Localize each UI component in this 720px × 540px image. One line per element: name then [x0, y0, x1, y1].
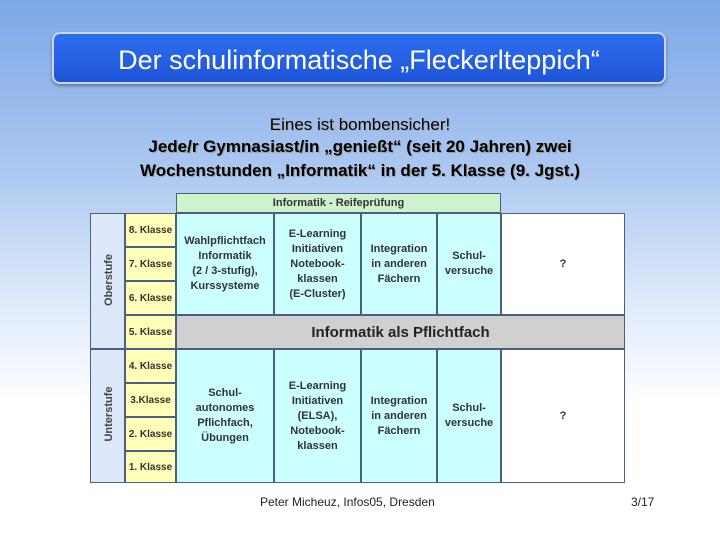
intro-line-2: Jede/r Gymnasiast/in „genießt“ (seit 20 Jahren) zwei [148, 137, 572, 156]
upper-elective-cell: Wahlpflichtfach Informatik (2 / 3-stufig), Kurssysteme [176, 213, 274, 315]
upper-integration-cell: Integration in anderen Fächern [361, 213, 437, 315]
lower-integration-cell: Integration in anderen Fächern [361, 349, 437, 483]
intro-line-3-emphasis: Informatik [285, 161, 368, 180]
upper-elearning-cell: E-Learning Initiativen Notebook- klassen (E-Cluster) [274, 213, 361, 315]
grade-cell: 2. Klasse [125, 417, 176, 451]
upper-unknown-cell: ? [501, 213, 625, 315]
footer-page-number: 3/17 [631, 495, 655, 509]
grade-cell: 5. Klasse [125, 315, 176, 349]
lower-compulsory-elective-cell: Schul- autonomes Pflichfach, Übungen [176, 349, 274, 483]
compulsory-subject-row: Informatik als Pflichtfach [176, 315, 625, 349]
footer-presenter: Peter Micheuz, Infos05, Dresden [260, 495, 435, 509]
intro-line-3-suffix: “ in der 5. Klasse (9. Jgst.) [367, 161, 580, 180]
lower-stage-label: Unterstufe [103, 386, 115, 442]
grade-cell: 3.Klasse [125, 383, 176, 417]
reifepruefung-header: Informatik - Reifeprüfung [176, 193, 501, 213]
intro-line-3-prefix: Wochenstunden „ [140, 161, 286, 180]
upper-stage-cell [90, 213, 125, 349]
upper-stage-label: Oberstufe [103, 254, 115, 306]
slide-title: Der schulinformatische „Fleckerlteppich“ [52, 32, 666, 84]
grade-cell: 8. Klasse [125, 213, 176, 247]
lower-stage-cell [90, 349, 125, 483]
grade-cell: 7. Klasse [125, 247, 176, 281]
grade-cell: 4. Klasse [125, 349, 176, 383]
lower-unknown-cell: ? [501, 349, 625, 483]
lower-trials-cell: Schul- versuche [437, 349, 501, 483]
intro-line-3 [0, 161, 720, 181]
lower-elearning-cell: E-Learning Initiativen (ELSA), Notebook- klassen [274, 349, 361, 483]
grade-cell: 6. Klasse [125, 281, 176, 315]
grade-cell: 1. Klasse [125, 451, 176, 483]
intro-line-1: Eines ist bombensicher! [269, 115, 451, 134]
upper-trials-cell: Schul- versuche [437, 213, 501, 315]
